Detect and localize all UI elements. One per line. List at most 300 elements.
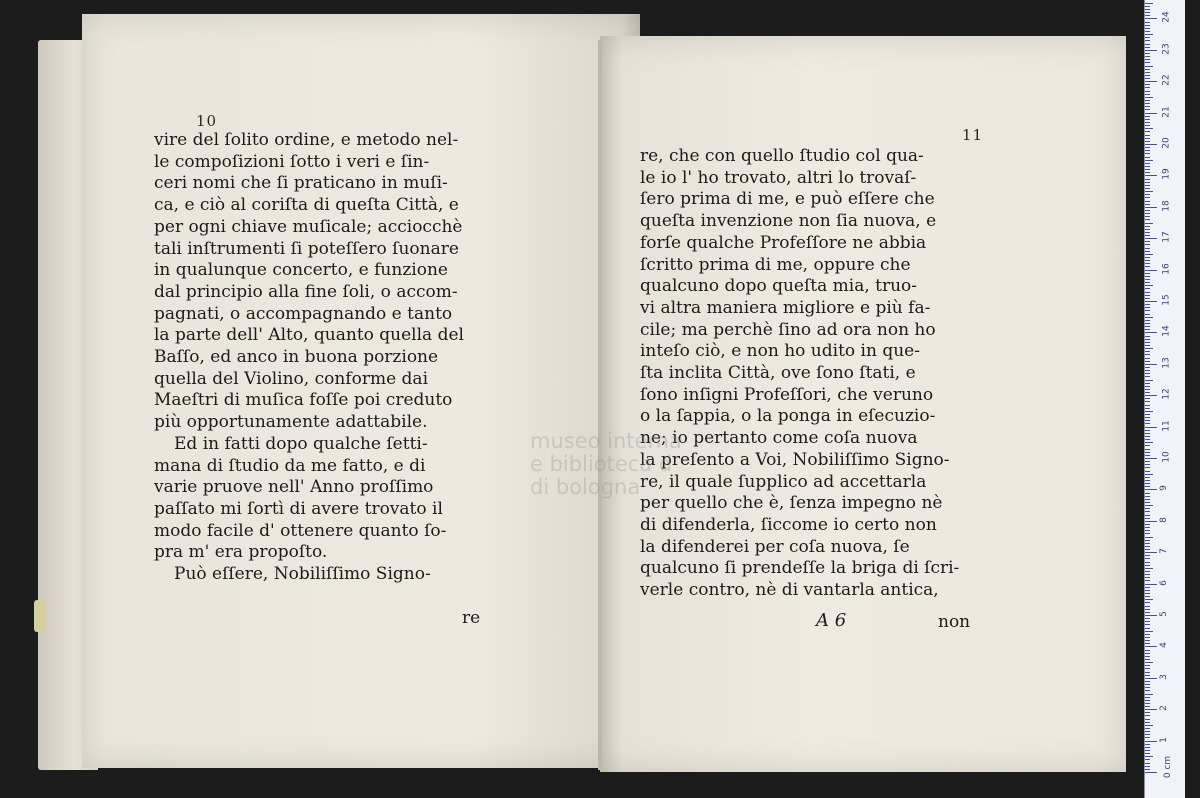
ruler-tick: [1145, 637, 1150, 638]
ruler-tick: [1145, 97, 1153, 98]
text-line: o la ſappia, o la ponga in eſecuzio-: [640, 406, 936, 427]
measuring-ruler: [1144, 0, 1185, 798]
ruler-tick: [1145, 540, 1150, 541]
ruler-tick: [1145, 483, 1150, 484]
ruler-tick: [1145, 467, 1150, 468]
text-line: la difenderei per coſa nuova, ſe: [640, 536, 910, 557]
ruler-number: 21: [1161, 105, 1172, 118]
ruler-tick: [1145, 232, 1150, 233]
ruler-tick: [1145, 631, 1153, 632]
ruler-tick: [1145, 656, 1150, 657]
ruler-tick: [1145, 160, 1153, 161]
ruler-tick: [1145, 345, 1150, 346]
ruler-tick: [1145, 574, 1150, 575]
ruler-number: 1: [1158, 736, 1169, 743]
watermark-line: museo interna: [530, 429, 682, 453]
ruler-tick: [1145, 678, 1157, 679]
ruler-tick: [1145, 392, 1150, 393]
text-line: Maeſtri di muſica foſſe poi creduto: [154, 390, 453, 411]
ruler-tick: [1145, 295, 1150, 296]
ruler-tick: [1145, 219, 1150, 220]
ruler-tick: [1145, 109, 1150, 110]
ruler-tick: [1145, 254, 1153, 255]
ruler-tick: [1145, 116, 1150, 117]
ruler-tick: [1145, 508, 1150, 509]
ruler-tick: [1145, 612, 1150, 613]
ruler-tick: [1145, 549, 1150, 550]
ruler-number: 18: [1161, 200, 1172, 212]
watermark-line: di bologna: [530, 475, 641, 499]
ruler-tick: [1145, 555, 1150, 556]
text-line: varie pruove nell' Anno proſſimo: [154, 477, 434, 498]
watermark-line: e biblioteca d: [530, 452, 673, 476]
text-line: le io l' ho trovato, altri lo trovaſ-: [640, 167, 917, 188]
ruler-tick: [1145, 533, 1150, 534]
ruler-tick: [1145, 332, 1157, 333]
text-line: più opportunamente adattabile.: [154, 412, 428, 433]
ruler-tick: [1145, 489, 1157, 490]
ruler-tick: [1145, 719, 1150, 720]
ruler-tick: [1145, 150, 1150, 151]
ruler-tick: [1145, 317, 1153, 318]
ruler-tick: [1145, 364, 1157, 365]
ruler-tick: [1145, 445, 1150, 446]
ruler-tick: [1145, 744, 1150, 745]
ruler-tick: [1145, 144, 1157, 145]
ruler-tick: [1145, 687, 1150, 688]
ruler-tick: [1145, 94, 1150, 95]
ruler-tick: [1145, 361, 1150, 362]
ruler-tick: [1145, 609, 1150, 610]
ruler-tick: [1145, 358, 1150, 359]
ruler-tick: [1145, 571, 1150, 572]
text-line: modo facile d' ottenere quanto ſo-: [154, 520, 447, 541]
ruler-tick: [1145, 763, 1150, 764]
ruler-tick: [1145, 433, 1150, 434]
ruler-tick: [1145, 244, 1150, 245]
ruler-tick: [1145, 772, 1157, 773]
ruler-number: 4: [1158, 642, 1169, 649]
ruler-tick: [1145, 213, 1150, 214]
ruler-tick: [1145, 47, 1150, 48]
ruler-tick: [1145, 292, 1150, 293]
ruler-number: 14: [1161, 325, 1172, 338]
ruler-tick: [1145, 307, 1150, 308]
ruler-tick: [1145, 15, 1150, 16]
ruler-tick: [1145, 552, 1157, 553]
ruler-tick: [1145, 496, 1150, 497]
text-line: queſta invenzione non ſia nuova, e: [640, 211, 937, 232]
ruler-tick: [1145, 386, 1150, 387]
ruler-tick: [1145, 188, 1150, 189]
ruler-tick: [1145, 709, 1157, 710]
signature-mark: A 6: [816, 610, 847, 631]
ruler-tick: [1145, 668, 1150, 669]
ruler-tick: [1145, 568, 1153, 569]
ruler-tick: [1145, 681, 1150, 682]
ruler-tick: [1145, 3, 1153, 4]
ruler-tick: [1145, 25, 1150, 26]
ruler-tick: [1145, 706, 1150, 707]
right-catchword: non: [938, 612, 971, 632]
ruler-tick: [1145, 59, 1150, 60]
left-catchword: re: [462, 608, 481, 628]
text-line: mana di ſtudio da me fatto, e di: [154, 455, 426, 476]
ruler-tick: [1145, 694, 1153, 695]
ruler-tick: [1145, 263, 1150, 264]
text-line: qualcuno dopo queſta mia, truo-: [640, 276, 918, 297]
ruler-number: 11: [1161, 419, 1172, 432]
ruler-number: 8: [1158, 516, 1169, 523]
ruler-tick: [1145, 518, 1150, 519]
ruler-tick: [1145, 56, 1150, 57]
ruler-tick: [1145, 703, 1150, 704]
ruler-tick: [1145, 480, 1150, 481]
right-page-number: 11: [962, 126, 984, 144]
ruler-tick: [1145, 596, 1150, 597]
ruler-tick: [1145, 398, 1150, 399]
ruler-number: 3: [1158, 673, 1169, 680]
ruler-number: 7: [1158, 548, 1169, 555]
ruler-number: 2: [1158, 705, 1169, 712]
ruler-tick: [1145, 712, 1150, 713]
ruler-tick: [1145, 185, 1150, 186]
ruler-tick: [1145, 279, 1150, 280]
ruler-tick: [1145, 499, 1150, 500]
ruler-tick: [1145, 138, 1150, 139]
book-gutter: [598, 40, 602, 770]
ruler-tick: [1145, 675, 1150, 676]
ruler-tick: [1145, 226, 1150, 227]
ruler-tick: [1145, 9, 1150, 10]
ruler-tick: [1145, 659, 1150, 660]
ruler-tick: [1145, 37, 1150, 38]
ruler-tick: [1145, 87, 1150, 88]
ruler-tick: [1145, 741, 1157, 742]
ruler-tick: [1145, 389, 1150, 390]
ruler-tick: [1145, 100, 1150, 101]
ruler-tick: [1145, 276, 1150, 277]
text-line: vi altra maniera migliore e più fa-: [640, 297, 931, 318]
ruler-tick: [1145, 210, 1150, 211]
ruler-tick: [1145, 367, 1150, 368]
ruler-tick: [1145, 662, 1153, 663]
ruler-tick: [1145, 81, 1157, 82]
ruler-tick: [1145, 238, 1157, 239]
ruler-tick: [1145, 175, 1157, 176]
ruler-tick: [1145, 282, 1150, 283]
ruler-tick: [1145, 72, 1150, 73]
ruler-tick: [1145, 229, 1150, 230]
ruler-number: 17: [1161, 231, 1172, 243]
ruler-tick: [1145, 310, 1150, 311]
ruler-tick: [1145, 6, 1150, 7]
text-line: pra m' era propoſto.: [154, 542, 328, 563]
ruler-tick: [1145, 329, 1150, 330]
ruler-tick: [1145, 584, 1157, 585]
text-line: Ed in fatti dopo qualche ſetti-: [174, 433, 428, 454]
text-line: per ogni chiave muſicale; acciocchè: [154, 216, 463, 237]
ruler-tick: [1145, 270, 1157, 271]
ruler-tick: [1145, 12, 1150, 13]
ruler-number: 12: [1161, 388, 1172, 400]
text-line: dal principio alla fine ſoli, o accom-: [154, 281, 458, 302]
ruler-tick: [1145, 131, 1150, 132]
text-line: ſono inſigni Profeſſori, che veruno: [640, 384, 934, 405]
ruler-tick: [1145, 53, 1150, 54]
ruler-tick: [1145, 646, 1157, 647]
ruler-tick: [1145, 141, 1150, 142]
ruler-tick: [1145, 395, 1157, 396]
ruler-tick: [1145, 515, 1150, 516]
ruler-tick: [1145, 301, 1157, 302]
ruler-tick: [1145, 700, 1150, 701]
ruler-tick: [1145, 543, 1150, 544]
ruler-tick: [1145, 734, 1150, 735]
ruler-tick: [1145, 474, 1153, 475]
ruler-tick: [1145, 728, 1150, 729]
ruler-tick: [1145, 621, 1150, 622]
ruler-tick: [1145, 135, 1150, 136]
ruler-tick: [1145, 320, 1150, 321]
ruler-tick: [1145, 628, 1150, 629]
ruler-tick: [1145, 44, 1150, 45]
ruler-tick: [1145, 69, 1150, 70]
ruler-tick: [1145, 558, 1150, 559]
text-line: di difenderla, ſiccome io certo non: [640, 514, 937, 535]
ruler-tick: [1145, 759, 1150, 760]
ruler-tick: [1145, 260, 1150, 261]
ruler-tick: [1145, 241, 1150, 242]
text-line: re, che con quello ſtudio col qua-: [640, 146, 924, 166]
watermark: [530, 430, 682, 499]
ruler-number: 19: [1161, 168, 1172, 181]
ruler-tick: [1145, 618, 1150, 619]
ruler-tick: [1145, 486, 1150, 487]
ruler-tick: [1145, 511, 1150, 512]
ruler-tick: [1145, 458, 1157, 459]
ruler-tick: [1145, 464, 1150, 465]
ruler-number: 15: [1161, 294, 1172, 306]
ruler-tick: [1145, 665, 1150, 666]
ruler-tick: [1145, 373, 1150, 374]
ruler-tick: [1145, 546, 1150, 547]
ruler-tick: [1145, 40, 1150, 41]
ruler-number: 23: [1161, 43, 1172, 55]
ruler-tick: [1145, 747, 1150, 748]
ruler-tick: [1145, 634, 1150, 635]
ruler-tick: [1145, 606, 1150, 607]
ruler-tick: [1145, 640, 1150, 641]
ruler-tick: [1145, 207, 1157, 208]
ruler-tick: [1145, 34, 1153, 35]
ruler-tick: [1145, 257, 1150, 258]
text-line: verle contro, nè di vantarla antica,: [640, 580, 939, 601]
ruler-tick: [1145, 106, 1150, 107]
ruler-tick: [1145, 348, 1153, 349]
ruler-tick: [1145, 420, 1150, 421]
ruler-tick: [1145, 125, 1150, 126]
ruler-tick: [1145, 417, 1150, 418]
ruler-tick: [1145, 298, 1150, 299]
ruler-tick: [1145, 602, 1150, 603]
ruler-tick: [1145, 455, 1150, 456]
ruler-tick: [1145, 383, 1150, 384]
text-line: paſſato mi ſortì di avere trovato il: [154, 498, 443, 519]
ruler-number: 20: [1161, 137, 1172, 149]
ruler-tick: [1145, 122, 1150, 123]
ruler-tick: [1145, 650, 1150, 651]
ruler-tick: [1145, 153, 1150, 154]
ruler-tick: [1145, 643, 1150, 644]
text-line: tali inſtrumenti ſi poteſſero ſuonare: [154, 238, 459, 259]
ruler-tick: [1145, 201, 1150, 202]
ruler-tick: [1145, 182, 1150, 183]
ruler-tick: [1145, 471, 1150, 472]
text-line: in qualunque concerto, e funzione: [154, 260, 448, 281]
ruler-tick: [1145, 216, 1150, 217]
ruler-tick: [1145, 326, 1150, 327]
ruler-tick: [1145, 18, 1157, 19]
ruler-tick: [1145, 427, 1157, 428]
ruler-number: 22: [1161, 74, 1172, 86]
ruler-tick: [1145, 172, 1150, 173]
ruler-tick: [1145, 449, 1150, 450]
ruler-tick: [1145, 91, 1150, 92]
ruler-tick: [1145, 113, 1157, 114]
ruler-tick: [1145, 66, 1153, 67]
ruler-tick: [1145, 179, 1150, 180]
text-line: pagnati, o accompagnando e tanto: [154, 303, 453, 324]
ruler-tick: [1145, 84, 1150, 85]
text-line: per quello che è, ſenza impegno nè: [640, 493, 943, 514]
ruler-tick: [1145, 285, 1153, 286]
ruler-number: 13: [1161, 357, 1172, 369]
ruler-number: 6: [1158, 579, 1169, 586]
ruler-tick: [1145, 169, 1150, 170]
text-line: forſe qualche Profeſſore ne abbia: [640, 232, 927, 253]
ruler-tick: [1145, 737, 1150, 738]
ruler-tick: [1145, 690, 1150, 691]
ruler-tick: [1145, 191, 1153, 192]
ruler-tick: [1145, 615, 1157, 616]
ruler-tick: [1145, 103, 1150, 104]
text-line: ceri nomi che ſi praticano in muſi-: [154, 173, 448, 194]
ruler-tick: [1145, 577, 1150, 578]
ruler-tick: [1145, 401, 1150, 402]
ruler-tick: [1145, 439, 1150, 440]
ruler-number: 24: [1161, 11, 1172, 24]
ruler-tick: [1145, 477, 1150, 478]
ruler-tick: [1145, 370, 1150, 371]
ruler-tick: [1145, 565, 1150, 566]
text-line: qualcuno ſi prendeſſe la briga di ſcri-: [640, 558, 960, 579]
ruler-tick: [1145, 119, 1150, 120]
ruler-tick: [1145, 251, 1150, 252]
text-line: ſta inclita Città, ove ſono ſtati, e: [640, 363, 916, 384]
ruler-tick: [1145, 756, 1153, 757]
ruler-tick: [1145, 624, 1150, 625]
ruler-tick: [1145, 22, 1150, 23]
ruler-tick: [1145, 405, 1150, 406]
ruler-tick: [1145, 442, 1153, 443]
ruler-tick: [1145, 452, 1150, 453]
ruler-tick: [1145, 731, 1150, 732]
left-page-number: 10: [196, 112, 218, 130]
ruler-tick: [1145, 593, 1150, 594]
ruler-tick: [1145, 376, 1150, 377]
ruler-tick: [1145, 599, 1153, 600]
ruler-tick: [1145, 411, 1153, 412]
ruler-tick: [1145, 414, 1150, 415]
ruler-tick: [1145, 314, 1150, 315]
ruler-tick: [1145, 75, 1150, 76]
ruler-tick: [1145, 505, 1153, 506]
ruler-tick: [1145, 722, 1150, 723]
ruler-tick: [1145, 62, 1150, 63]
ruler-tick: [1145, 248, 1150, 249]
ruler-number: 9: [1158, 485, 1169, 492]
text-line: ſero prima di me, e può eſſere che: [640, 189, 935, 210]
text-line: inteſo ciò, e non ho udito in que-: [640, 341, 920, 362]
text-line: Baſſo, ed anco in buona porzione: [154, 347, 439, 368]
ruler-tick: [1145, 653, 1150, 654]
text-line: cile; ma perchè ſino ad ora non ho: [640, 319, 936, 340]
ruler-tick: [1145, 342, 1150, 343]
text-line: la preſento a Voi, Nobiliſſimo Signo-: [640, 449, 950, 470]
ruler-tick: [1145, 587, 1150, 588]
ruler-tick: [1145, 223, 1153, 224]
right-page-text: [640, 146, 1000, 602]
ruler-tick: [1145, 436, 1150, 437]
ruler-tick: [1145, 461, 1150, 462]
ruler-tick: [1145, 163, 1150, 164]
ruler-tick: [1145, 753, 1150, 754]
ruler-tick: [1145, 204, 1150, 205]
text-line: Può eſſere, Nobiliſſimo Signo-: [174, 564, 431, 585]
ruler-tick: [1145, 323, 1150, 324]
ruler-tick: [1145, 28, 1150, 29]
text-line: le compoſizioni ſotto i veri e ſin-: [154, 151, 430, 172]
ruler-tick: [1145, 380, 1153, 381]
ruler-tick: [1145, 288, 1150, 289]
text-line: ca, e ciò al coriſta di queſta Città, e: [154, 195, 459, 216]
ruler-tick: [1145, 715, 1150, 716]
ruler-tick: [1145, 304, 1150, 305]
ruler-tick: [1145, 351, 1150, 352]
ruler-tick: [1145, 157, 1150, 158]
ruler-tick: [1145, 339, 1150, 340]
ruler-tick: [1145, 769, 1150, 770]
text-line: la parte dell' Alto, quanto quella del: [154, 325, 464, 346]
text-line: quella del Violino, conforme dai: [154, 368, 429, 389]
ruler-number: 16: [1161, 262, 1172, 275]
ruler-tick: [1145, 562, 1150, 563]
text-line: ne; io pertanto come coſa nuova: [640, 428, 918, 449]
ruler-tick: [1145, 697, 1150, 698]
ruler-tick: [1145, 766, 1150, 767]
ruler-tick: [1145, 725, 1153, 726]
ruler-tick: [1145, 78, 1150, 79]
ruler-tick: [1145, 31, 1150, 32]
ruler-tick: [1145, 50, 1157, 51]
ruler-tick: [1145, 684, 1150, 685]
ruler-number: 10: [1161, 451, 1172, 463]
ruler-tick: [1145, 524, 1150, 525]
text-line: re, il quale ſupplico ad accettarla: [640, 471, 927, 492]
ruler-tick: [1145, 580, 1150, 581]
ruler-tick: [1145, 128, 1153, 129]
